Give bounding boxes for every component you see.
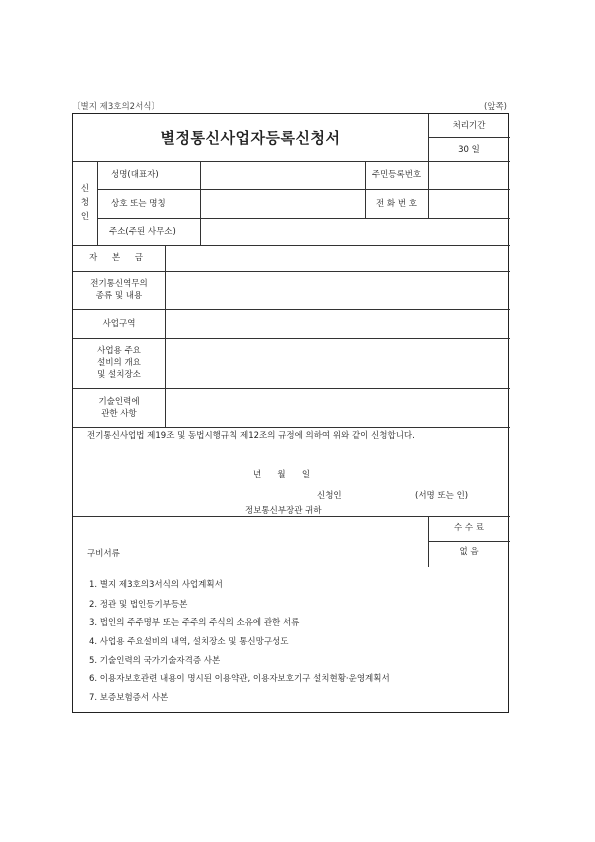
trade-name-label: 상호 또는 명칭 — [111, 199, 166, 209]
fee-value: 없 음 — [459, 547, 479, 557]
document-item: 4. 사업용 주요설비의 내역, 설치장소 및 통신망구성도 — [89, 637, 289, 647]
rule — [428, 137, 510, 138]
document-item: 3. 법인의 주주명부 또는 주주의 주식의 소유에 관한 서류 — [89, 618, 300, 628]
document-item: 1. 별지 제3호의3서식의 사업계획서 — [89, 580, 223, 590]
name-field[interactable] — [201, 162, 364, 188]
resident-number-field[interactable] — [429, 162, 509, 188]
rule — [73, 427, 510, 428]
capital-field[interactable] — [166, 246, 509, 270]
service-type-field[interactable] — [166, 272, 509, 308]
processing-period-value: 30 일 — [458, 145, 480, 155]
rule — [428, 541, 510, 542]
business-area-label: 사업구역 — [102, 319, 136, 329]
tech-staff-label: 기술인력에 관한 사항 — [98, 397, 140, 419]
applicant-signature-label: 신청인 — [317, 491, 342, 501]
document-item: 7. 보증보험증서 사본 — [89, 693, 169, 703]
declaration-text: 전기통신사업법 제19조 및 동법시행규칙 제12조의 규정에 의하여 위와 같이 신청합니다. — [87, 431, 415, 441]
fee-label: 수 수 료 — [453, 523, 485, 533]
form-number-label: 〔별지 제3호의2서식〕 — [72, 102, 160, 112]
documents-label: 구비서류 — [87, 549, 120, 559]
page-side-label: (앞쪽) — [483, 102, 507, 112]
processing-period-label: 처리기간 — [452, 121, 486, 131]
document-item: 5. 기술인력의 국가기술자격증 사본 — [89, 656, 221, 666]
signature-note: (서명 또는 인) — [415, 491, 469, 501]
business-area-field[interactable] — [166, 310, 509, 337]
applicant-section-label: 신 청 인 — [80, 184, 90, 222]
document-item: 2. 정관 및 법인등기부등본 — [89, 600, 188, 610]
phone-field[interactable] — [429, 190, 509, 217]
equipment-label: 사업용 주요 설비의 개요 및 설치장소 — [97, 346, 141, 380]
rule — [97, 161, 98, 245]
form-title: 별정통신사업자등록신청서 — [160, 129, 341, 147]
capital-label: 자 본 금 — [88, 253, 150, 263]
tech-staff-field[interactable] — [166, 389, 509, 426]
phone-label: 전 화 번 호 — [376, 199, 417, 209]
address-field[interactable] — [201, 219, 509, 244]
application-form — [72, 113, 509, 713]
date-line: 년 월 일 — [253, 470, 311, 480]
equipment-field[interactable] — [166, 339, 509, 387]
address-label: 주소(주된 사무소) — [109, 227, 176, 237]
addressee: 정보통신부장관 귀하 — [245, 506, 322, 516]
service-type-label: 전기통신역무의 종류 및 내용 — [90, 279, 148, 301]
trade-name-field[interactable] — [201, 190, 364, 217]
resident-number-label: 주민등록번호 — [371, 170, 422, 180]
name-label: 성명(대표자) — [111, 170, 159, 180]
document-item: 6. 이용자보호관련 내용이 명시된 이용약관, 이용자보호기구 설치현황·운영계획서 — [89, 674, 390, 684]
